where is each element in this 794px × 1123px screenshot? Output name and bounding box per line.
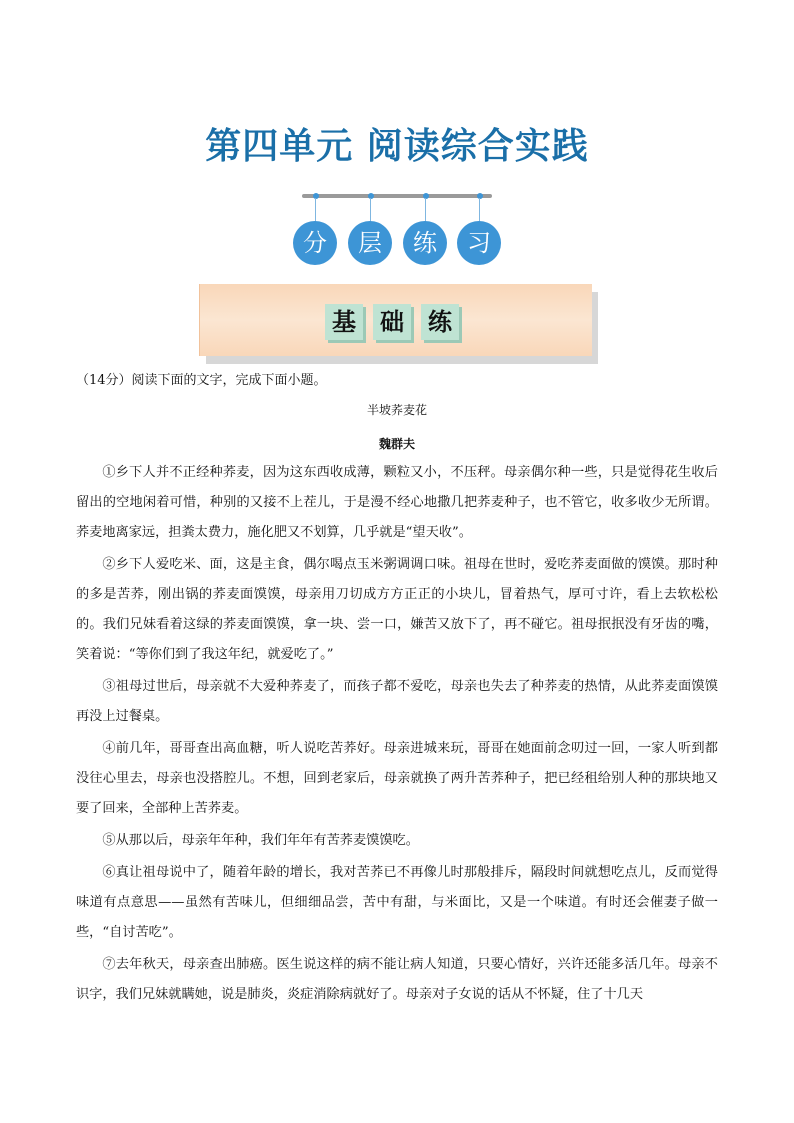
essay-paragraph-4: ④前几年，哥哥查出高血糖，听人说吃苦荞好。母亲进城来玩，哥哥在她面前念叨过一回，一家人听到都没往心里去，母亲也没搭腔儿。不想，回到老家后，母亲就换了两升苦荞种子，把已经租给别人种的那块地又要了回来，全部种上苦荞麦。 <box>76 741 718 816</box>
string-2 <box>370 198 371 222</box>
level-tile-2: 础 <box>373 304 411 340</box>
peg-3 <box>423 193 429 199</box>
string-4 <box>479 198 480 222</box>
string-3 <box>425 198 426 222</box>
level-tile-3: 练 <box>421 304 459 340</box>
section-ball-2: 层 <box>348 221 392 265</box>
peg-4 <box>477 193 483 199</box>
section-ball-3: 练 <box>403 221 447 265</box>
unit-title: 第四单元 阅读综合实践 <box>205 126 589 167</box>
question-intro: （14分）阅读下面的文字，完成下面小题。 <box>76 373 327 388</box>
essay-paragraph-1: ①乡下人并不正经种荞麦，因为这东西收成薄，颗粒又小，不压秤。母亲偶尔种一些，只是觉得花生收后留出的空地闲着可惜，种别的又接不上茬儿，于是漫不经心地撒几把荞麦种子，也不管它，收多收少无所谓。荞麦地离家远，担粪太费力，施化肥又不划算，几乎就是“望天收”。 <box>76 465 718 540</box>
section-ball-1: 分 <box>293 221 337 265</box>
essay-paragraph-2: ②乡下人爱吃米、面，这是主食，偶尔喝点玉米粥调调口味。祖母在世时，爱吃荞麦面做的馍馍。那时种的多是苦荞，刚出锅的荞麦面馍馍，母亲用刀切成方方正正的小块儿，冒着热气，厚可寸许，看上去软松松的。我们兄妹看着这绿的荞麦面馍馍，拿一块、尝一口，嫌苦又放下了，再不碰它。祖母抿抿没有牙齿的嘴，笑着说：“等你们到了我这年纪，就爱吃了。” <box>76 557 718 662</box>
hanging-rail <box>302 194 492 198</box>
string-1 <box>315 198 316 222</box>
essay-title: 半坡荞麦花 <box>366 403 427 417</box>
peg-1 <box>313 193 319 199</box>
section-ball-4: 习 <box>457 221 501 265</box>
essay-paragraph-6: ⑥真让祖母说中了，随着年龄的增长，我对苦荞已不再像儿时那般排斥，隔段时间就想吃点儿，反而觉得味道有点意思——虽然有苦味儿，但细细品尝，苦中有甜，与米面比，又是一个味道。有时还会催妻子做一些，“自讨苦吃”。 <box>76 865 718 940</box>
essay-author: 魏群夫 <box>378 437 415 451</box>
essay-paragraph-7: ⑦去年秋天，母亲查出肺癌。医生说这样的病不能让病人知道，只要心情好，兴许还能多活几年。母亲不识字，我们兄妹就瞒她，说是肺炎，炎症消除病就好了。母亲对子女说的话从不怀疑，住了十几天 <box>76 957 718 1002</box>
essay-paragraph-3: ③祖母过世后，母亲就不大爱种荞麦了，而孩子都不爱吃，母亲也失去了种荞麦的热情，从此荞麦面馍馍再没上过餐桌。 <box>76 679 718 724</box>
level-tile-1: 基 <box>325 304 363 340</box>
essay-body <box>76 458 718 1012</box>
peg-2 <box>368 193 374 199</box>
essay-paragraph-5: ⑤从那以后，母亲年年种，我们年年有苦荞麦馍馍吃。 <box>102 833 419 848</box>
